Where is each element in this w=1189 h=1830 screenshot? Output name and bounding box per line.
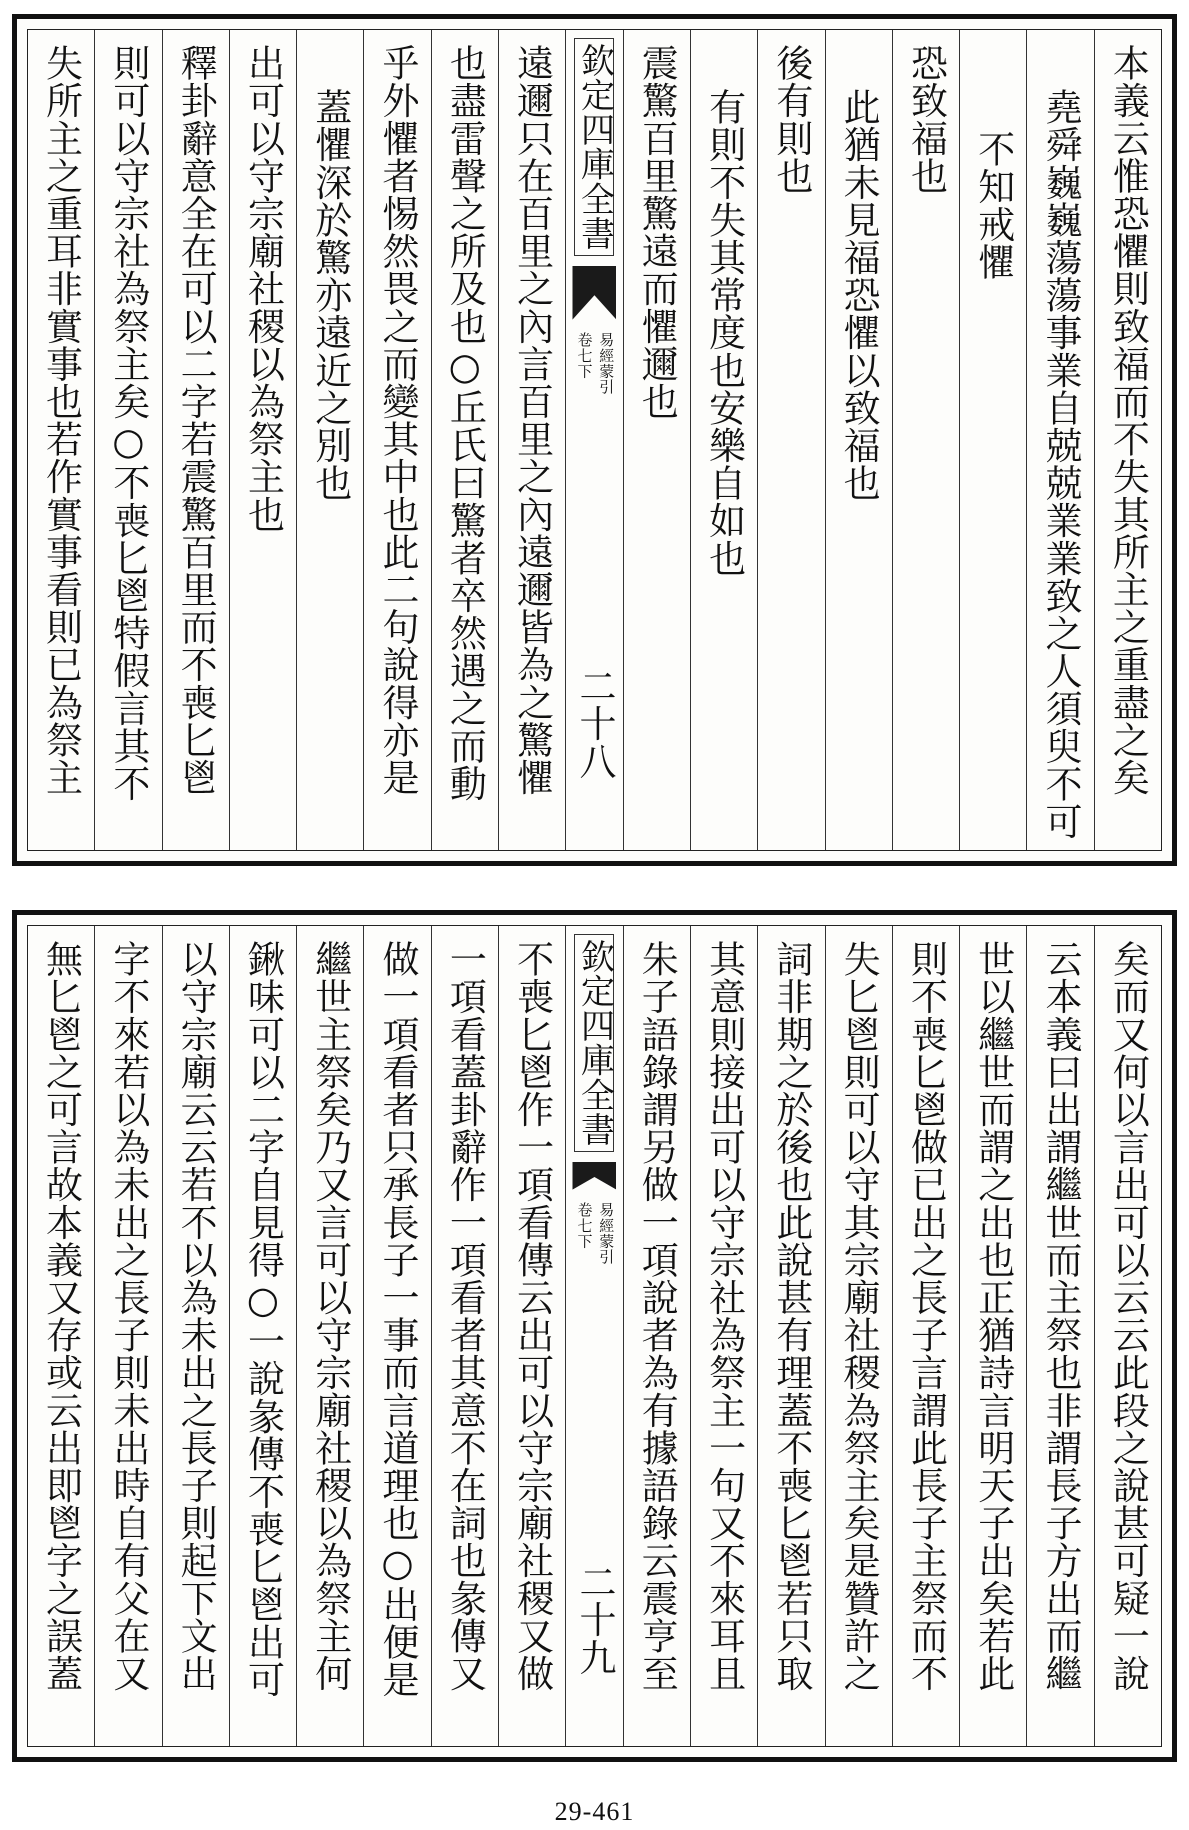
text-column: 後有則也 xyxy=(757,30,824,850)
text-column: 恐致福也 xyxy=(892,30,959,850)
text-column: 矣而又何以言出可以云云此段之說甚可疑一說 xyxy=(1094,926,1161,1746)
fishtail-book-info xyxy=(576,1202,614,1264)
fishtail-volume: 卷七下 xyxy=(575,1201,594,1249)
fishtail-volume: 卷七下 xyxy=(575,331,594,379)
top-page-text-block xyxy=(27,29,1162,851)
text-column: 失匕鬯則可以守其宗廟社稷為祭主矣是贊許之 xyxy=(825,926,892,1746)
text-column: 繼世主祭矣乃又言可以守宗廟社稷以為祭主何 xyxy=(296,926,363,1746)
text-column: 有則不失其常度也安樂自如也 xyxy=(690,30,757,850)
text-column: 云本義曰出謂繼世而主祭也非謂長子方出而繼 xyxy=(1026,926,1093,1746)
text-column: 蓋懼深於驚亦遠近之別也 xyxy=(296,30,363,850)
text-column: 做一項看者只承長子一事而言道理也○出便是 xyxy=(363,926,430,1746)
text-column: 出可以守宗廟社稷以為祭主也 xyxy=(229,30,296,850)
fishtail-book-name: 易經蒙引 xyxy=(597,331,616,395)
text-column: 失所主之重耳非實事也若作實事看則已為祭主 xyxy=(39,44,83,796)
text-column: 遠邇只在百里之內言百里之內遠邇皆為之驚懼 xyxy=(498,30,565,850)
text-column: 不喪匕鬯作一項看傳云出可以守宗廟社稷又做 xyxy=(498,926,565,1746)
text-column: 其意則接出可以守宗社為祭主一句又不來耳且 xyxy=(690,926,757,1746)
text-column: 無匕鬯之可言故本義又存或云出即鬯字之誤蓋 xyxy=(39,940,83,1692)
text-column: 不知戒懼 xyxy=(959,30,1026,850)
fishtail-book-name: 易經蒙引 xyxy=(597,1201,616,1265)
text-column: 震驚百里驚遠而懼邇也 xyxy=(623,30,690,850)
text-column: 乎外懼者惕然畏之而變其中也此二句說得亦是 xyxy=(363,30,430,850)
bottom-page xyxy=(12,910,1177,1762)
text-column: 本義云惟恐懼則致福而不失其所主之重盡之矣 xyxy=(1094,30,1161,850)
fishtail-center xyxy=(565,30,622,850)
page-number: 29-461 xyxy=(554,1797,635,1826)
text-column: 則不喪匕鬯做已出之長子言謂此長子主祭而不 xyxy=(892,926,959,1746)
fishtail-mark-icon xyxy=(572,1162,616,1190)
bottom-page-text-block xyxy=(27,925,1162,1747)
text-column: 一項看蓋卦辭作一項看者其意不在詞也彖傳又 xyxy=(431,926,498,1746)
text-column: 鍬味可以二字自見得○一說彖傳不喪匕鬯出可 xyxy=(229,926,296,1746)
text-column: 堯舜巍巍蕩蕩事業自兢兢業業致之人須臾不可 xyxy=(1026,30,1093,850)
fishtail-book-info xyxy=(576,332,614,394)
fishtail-title: 欽定四庫全書 xyxy=(574,38,614,256)
text-column: 則可以守宗社為祭主矣○不喪匕鬯特假言其不 xyxy=(94,30,161,850)
text-column: 此猶未見福恐懼以致福也 xyxy=(825,30,892,850)
fishtail-leaf-number: 二十八 xyxy=(572,667,616,780)
fishtail-title: 欽定四庫全書 xyxy=(574,934,614,1152)
text-column: 字不來若以為未出之長子則未出時自有父在又 xyxy=(94,926,161,1746)
text-column: 也盡雷聲之所及也○丘氏曰驚者卒然遇之而動 xyxy=(431,30,498,850)
fishtail-leaf-number: 二十九 xyxy=(572,1563,616,1676)
fishtail-center xyxy=(565,926,622,1746)
fishtail-mark-icon xyxy=(572,266,616,320)
text-column: 以守宗廟云云若不以為未出之長子則起下文出 xyxy=(162,926,229,1746)
top-page xyxy=(12,14,1177,866)
text-column: 世以繼世而謂之出也正猶詩言明天子出矣若此 xyxy=(959,926,1026,1746)
text-column: 朱子語錄謂另做一項說者為有據語錄云震亨至 xyxy=(623,926,690,1746)
text-column: 釋卦辭意全在可以二字若震驚百里而不喪匕鬯 xyxy=(162,30,229,850)
text-column: 詞非期之於後也此說甚有理蓋不喪匕鬯若只取 xyxy=(757,926,824,1746)
